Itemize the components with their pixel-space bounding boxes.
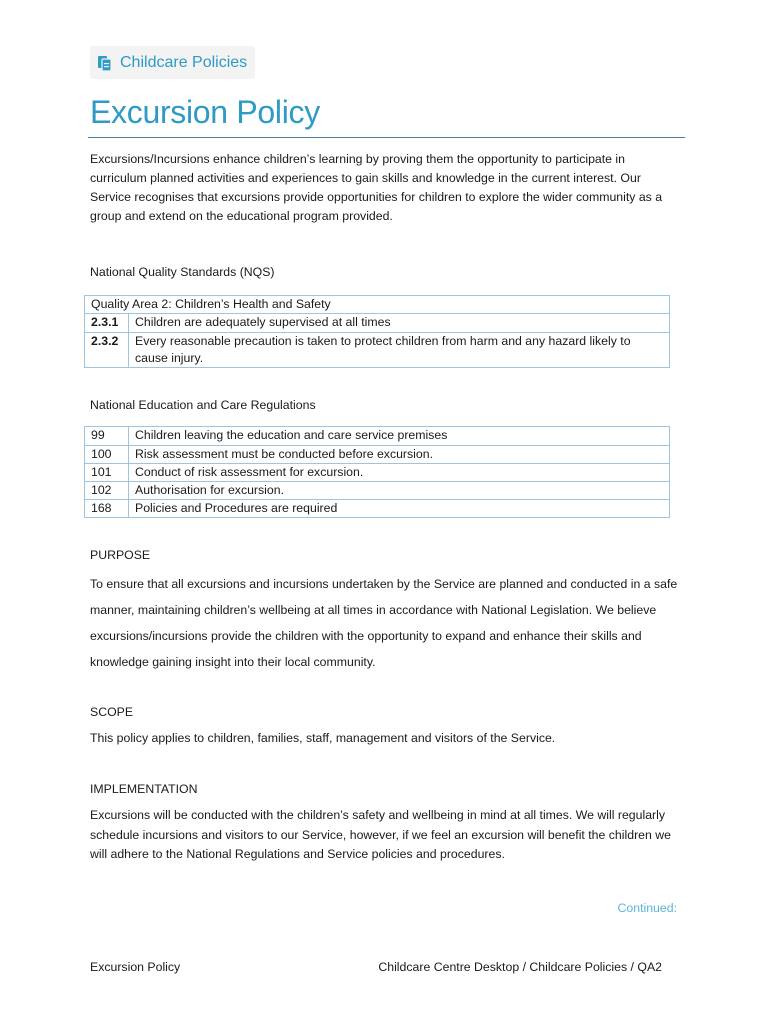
nqs-heading: National Quality Standards (NQS) bbox=[90, 265, 275, 279]
nqs-code: 2.3.1 bbox=[85, 314, 129, 333]
regulation-text: Children leaving the education and care service premises bbox=[129, 427, 670, 446]
childcare-policies-badge[interactable] bbox=[90, 46, 255, 79]
regulation-code: 102 bbox=[85, 482, 129, 500]
regulations-heading: National Education and Care Regulations bbox=[90, 398, 316, 412]
regulation-code: 100 bbox=[85, 446, 129, 464]
implementation-paragraph: Excursions will be conducted with the children’s safety and wellbeing in mind at all times. We will regularly schedule incursions and visitors to our Service, however, if we feel an excursion will benefit the children we will adhere to the National Regulations and Service policies and procedures. bbox=[90, 808, 671, 861]
regulation-text: Authorisation for excursion. bbox=[129, 482, 670, 500]
page-title: Excursion Policy bbox=[90, 94, 320, 130]
nqs-table bbox=[84, 295, 670, 368]
nqs-text: Every reasonable precaution is taken to protect children from harm and any hazard likely to cause injury. bbox=[129, 333, 670, 368]
purpose-heading: PURPOSE bbox=[90, 548, 151, 562]
footer-document-title: Excursion Policy bbox=[90, 960, 181, 974]
title-divider bbox=[88, 137, 685, 138]
purpose-paragraph: To ensure that all excursions and incursions undertaken by the Service are planned and conducted in a safe manner, maintaining children’s wellbeing at all times in accordance with National Legislation. We believe excursions/incursions provide the children with the opportunity to expand and enhance their skills and knowledge gaining insight into their local community. bbox=[90, 577, 678, 669]
table-row bbox=[85, 500, 670, 518]
table-row bbox=[85, 333, 670, 368]
scope-paragraph: This policy applies to children, families, staff, management and visitors of the Service. bbox=[90, 731, 556, 745]
intro-paragraph: Excursions/Incursions enhance children’s learning by proving them the opportunity to participate in curriculum planned activities and experiences to gain skills and knowledge in the current interest. Our Service recognises that excursions provide opportunities for children to explore the wider community as a group and extend on the educational program provided. bbox=[90, 152, 663, 223]
regulation-text: Conduct of risk assessment for excursion. bbox=[129, 464, 670, 482]
nqs-text: Children are adequately supervised at all times bbox=[129, 314, 670, 333]
table-row bbox=[85, 464, 670, 482]
regulation-code: 101 bbox=[85, 464, 129, 482]
badge-label: Childcare Policies bbox=[120, 53, 248, 71]
regulation-code: 168 bbox=[85, 500, 129, 518]
table-row bbox=[85, 314, 670, 333]
table-row bbox=[85, 446, 670, 464]
document-icon bbox=[96, 54, 114, 72]
continued-label: Continued: bbox=[617, 901, 677, 915]
regulation-text: Policies and Procedures are required bbox=[129, 500, 670, 518]
regulations-table bbox=[84, 426, 670, 518]
table-row bbox=[85, 427, 670, 446]
scope-heading: SCOPE bbox=[90, 705, 134, 719]
nqs-table-header: Quality Area 2: Children’s Health and Safety bbox=[85, 296, 670, 314]
regulation-code: 99 bbox=[85, 427, 129, 446]
table-row bbox=[85, 482, 670, 500]
regulation-text: Risk assessment must be conducted before excursion. bbox=[129, 446, 670, 464]
nqs-code: 2.3.2 bbox=[85, 333, 129, 368]
footer-path: Childcare Centre Desktop / Childcare Policies / QA2 bbox=[378, 960, 662, 974]
implementation-heading: IMPLEMENTATION bbox=[90, 782, 198, 796]
